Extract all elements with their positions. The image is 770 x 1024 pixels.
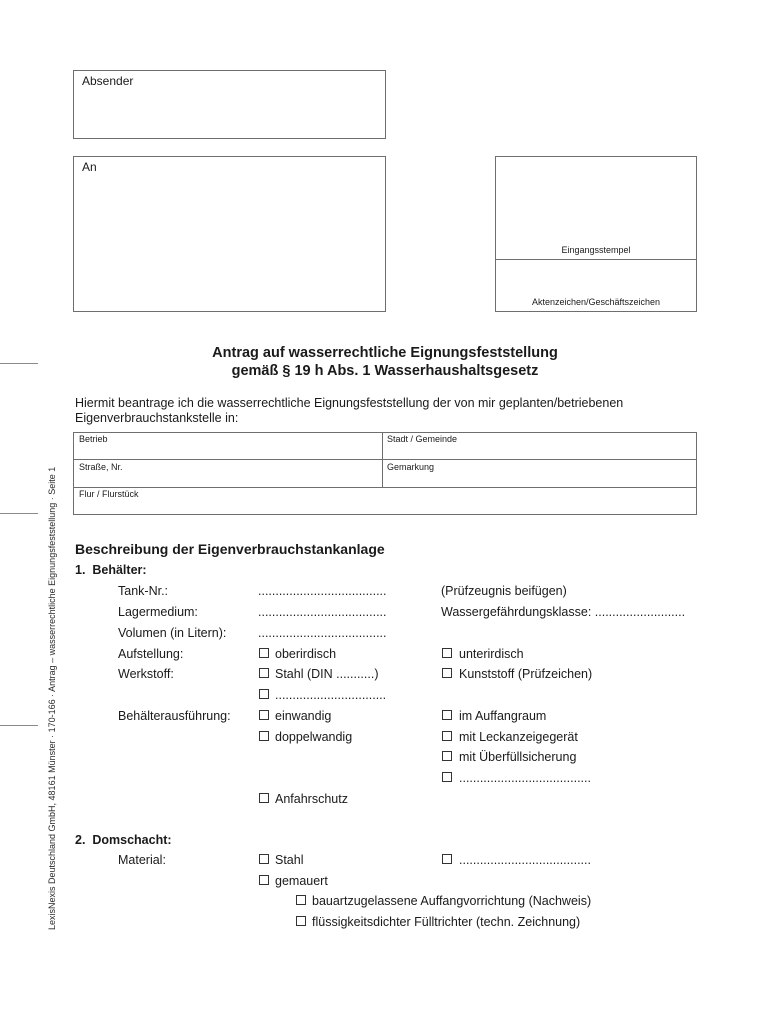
aktenzeichen-label: Aktenzeichen/Geschäftszeichen	[531, 297, 661, 307]
unterirdisch-label: unterirdisch	[459, 647, 524, 661]
ausfuehrung-other-field[interactable]: ......................................	[459, 771, 591, 785]
fuelltrichter-checkbox[interactable]	[296, 916, 306, 926]
behaelter-heading: 1. Behälter:	[75, 563, 147, 577]
fold-mark-bottom	[0, 725, 38, 726]
stahl-checkbox[interactable]	[259, 854, 269, 864]
eingangsstempel-label: Eingangsstempel	[561, 245, 631, 255]
werkstoff-other-checkbox[interactable]	[259, 689, 269, 699]
form-title-line2: gemäß § 19 h Abs. 1 Wasserhaushaltsgesetz	[231, 363, 539, 379]
absender-box[interactable]	[73, 70, 386, 139]
pruefzeugnis-note: (Prüfzeugnis beifügen)	[441, 584, 567, 598]
stahl-din-checkbox[interactable]	[259, 668, 269, 678]
form-title-line1: Antrag auf wasserrechtliche Eignungsfeststellung	[212, 345, 558, 361]
domschacht-heading: 2. Domschacht:	[75, 833, 172, 847]
einwandig-label: einwandig	[275, 709, 332, 723]
material-label: Material:	[118, 853, 166, 867]
publisher-side-text: LexisNexis Deutschland GmbH, 48161 Münster · 170-166 · Antrag – wasserrechtliche Eignungsfeststellung · Seite 1	[47, 466, 57, 930]
wassergefaehrdungsklasse-field[interactable]: Wassergefährdungsklasse: ..........................	[441, 605, 686, 619]
ueberfuellsicherung-label: mit Überfüllsicherung	[459, 750, 577, 764]
volumen-label: Volumen (in Litern):	[118, 626, 227, 640]
ausfuehrung-other-checkbox[interactable]	[442, 772, 452, 782]
an-label: An	[82, 160, 97, 174]
einwandig-checkbox[interactable]	[259, 710, 269, 720]
leckanzeige-checkbox[interactable]	[442, 731, 452, 741]
tank-nr-label: Tank-Nr.:	[118, 584, 169, 598]
ueberfuellsicherung-checkbox[interactable]	[442, 751, 452, 761]
leckanzeige-label: mit Leckanzeigegerät	[459, 730, 578, 744]
auffangvorrichtung-label: bauartzugelassene Auffangvorrichtung (Nachweis)	[312, 894, 592, 908]
stahl-din-label: Stahl (DIN ...........)	[275, 667, 379, 681]
betrieb-label: Betrieb	[79, 434, 108, 444]
lagermedium-field[interactable]: .....................................	[258, 605, 387, 619]
flur-label: Flur / Flurstück	[79, 489, 139, 499]
betrieb-field[interactable]	[74, 433, 381, 458]
intro-line2: Eigenverbrauchstankstelle in:	[75, 411, 239, 425]
kunststoff-checkbox[interactable]	[442, 668, 452, 678]
stahl-label: Stahl	[275, 853, 304, 867]
kunststoff-label: Kunststoff (Prüfzeichen)	[459, 667, 593, 681]
fold-mark-middle	[0, 513, 38, 514]
material-other-field[interactable]: ......................................	[459, 853, 591, 867]
material-other-checkbox[interactable]	[442, 854, 452, 864]
gemauert-label: gemauert	[275, 874, 328, 888]
absender-label: Absender	[82, 74, 134, 88]
eingangsstempel-box[interactable]	[495, 156, 697, 312]
gemarkung-label: Gemarkung	[387, 462, 435, 472]
aufstellung-label: Aufstellung:	[118, 647, 184, 661]
stamp-divider	[496, 259, 696, 260]
anfahrschutz-label: Anfahrschutz	[275, 792, 348, 806]
auffangraum-checkbox[interactable]	[442, 710, 452, 720]
section-title: Beschreibung der Eigenverbrauchstankanlage	[75, 541, 385, 557]
unterirdisch-checkbox[interactable]	[442, 648, 452, 658]
oberirdisch-checkbox[interactable]	[259, 648, 269, 658]
werkstoff-label: Werkstoff:	[118, 667, 174, 681]
flur-field[interactable]	[74, 488, 696, 514]
fuelltrichter-label: flüssigkeitsdichter Fülltrichter (techn. Zeichnung)	[312, 915, 581, 929]
auffangvorrichtung-checkbox[interactable]	[296, 895, 306, 905]
intro-line1: Hiermit beantrage ich die wasserrechtliche Eignungsfeststellung der von mir geplanten/betriebenen	[75, 396, 624, 410]
an-box[interactable]	[73, 156, 386, 312]
lagermedium-label: Lagermedium:	[118, 605, 198, 619]
doppelwandig-checkbox[interactable]	[259, 731, 269, 741]
behaelterausfuehrung-label: Behälterausführung:	[118, 709, 231, 723]
strasse-label: Straße, Nr.	[79, 462, 123, 472]
volumen-field[interactable]: .....................................	[258, 626, 387, 640]
tank-nr-field[interactable]: .....................................	[258, 584, 387, 598]
oberirdisch-label: oberirdisch	[275, 647, 337, 661]
anfahrschutz-checkbox[interactable]	[259, 793, 269, 803]
werkstoff-other-field[interactable]: ................................	[275, 688, 387, 702]
doppelwandig-label: doppelwandig	[275, 730, 353, 744]
stadt-label: Stadt / Gemeinde	[387, 434, 458, 444]
auffangraum-label: im Auffangraum	[459, 709, 547, 723]
gemauert-checkbox[interactable]	[259, 875, 269, 885]
